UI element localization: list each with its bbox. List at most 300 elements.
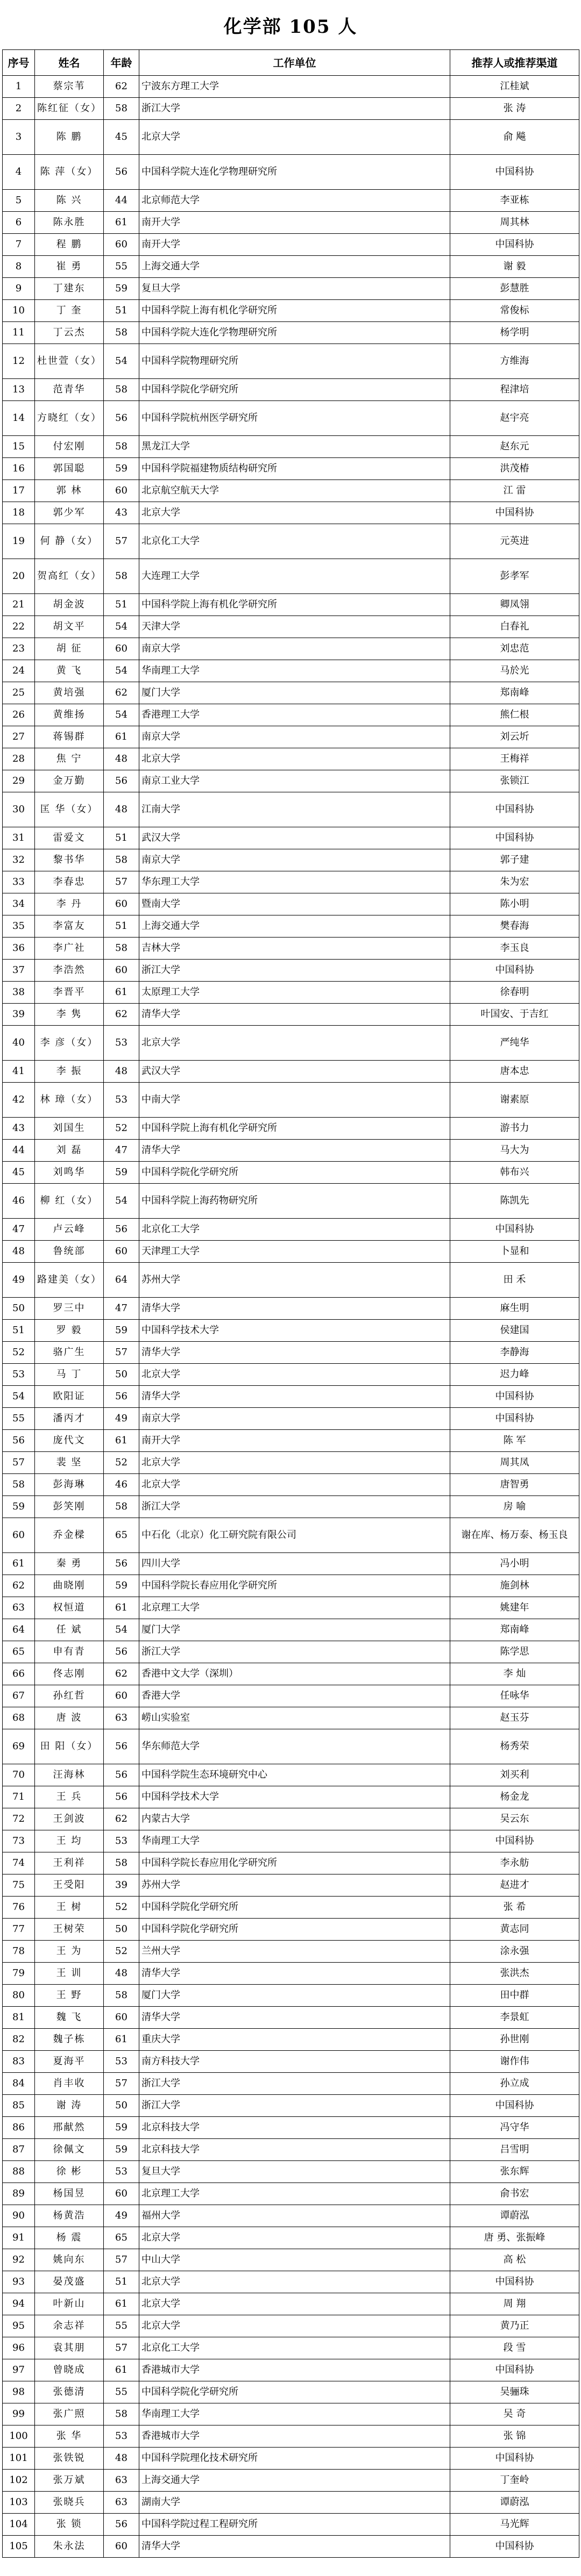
table-row <box>3 871 579 893</box>
table-row <box>3 1553 579 1575</box>
row-number: 78 <box>3 1941 35 1963</box>
recommender: 元英进 <box>450 524 579 559</box>
member-age: 64 <box>104 1263 139 1298</box>
row-number: 54 <box>3 1386 35 1408</box>
header-name: 姓名 <box>35 50 104 76</box>
member-age: 43 <box>104 502 139 524</box>
members-table <box>2 49 579 2558</box>
member-name: 李浩然 <box>35 960 104 982</box>
member-unit: 四川大学 <box>139 1553 450 1575</box>
member-age: 57 <box>104 871 139 893</box>
table-row <box>3 1184 579 1219</box>
row-number: 40 <box>3 1026 35 1061</box>
row-number: 90 <box>3 2205 35 2227</box>
member-age: 59 <box>104 2139 139 2161</box>
member-unit: 兰州大学 <box>139 1941 450 1963</box>
row-number: 70 <box>3 1764 35 1786</box>
table-row <box>3 1897 579 1919</box>
table-row <box>3 2095 579 2117</box>
member-age: 48 <box>104 792 139 827</box>
row-number: 75 <box>3 1874 35 1897</box>
table-row <box>3 2117 579 2139</box>
member-unit: 华南理工大学 <box>139 660 450 682</box>
row-number: 88 <box>3 2161 35 2183</box>
member-age: 52 <box>104 1941 139 1963</box>
member-name: 张 华 <box>35 2425 104 2448</box>
recommender: 房 喻 <box>450 1496 579 1518</box>
member-name: 谢 涛 <box>35 2095 104 2117</box>
member-name: 郭少军 <box>35 502 104 524</box>
member-age: 52 <box>104 1118 139 1140</box>
member-age: 61 <box>104 2359 139 2381</box>
member-unit: 华东师范大学 <box>139 1729 450 1764</box>
table-row <box>3 1004 579 1026</box>
member-age: 51 <box>104 594 139 616</box>
member-name: 罗三中 <box>35 1298 104 1320</box>
row-number: 10 <box>3 300 35 322</box>
row-number: 25 <box>3 682 35 704</box>
row-number: 35 <box>3 915 35 938</box>
row-number: 55 <box>3 1408 35 1430</box>
member-name: 孙红哲 <box>35 1685 104 1707</box>
row-number: 101 <box>3 2448 35 2470</box>
member-name: 杨黄浩 <box>35 2205 104 2227</box>
member-age: 50 <box>104 1364 139 1386</box>
table-row <box>3 1026 579 1061</box>
member-unit: 江南大学 <box>139 792 450 827</box>
member-name: 肖丰收 <box>35 2073 104 2095</box>
table-row <box>3 1140 579 1162</box>
table-row <box>3 322 579 344</box>
table-row <box>3 2359 579 2381</box>
member-name: 姚向东 <box>35 2249 104 2271</box>
row-number: 6 <box>3 212 35 234</box>
member-unit: 中国科学院理化技术研究所 <box>139 2448 450 2470</box>
member-unit: 太原理工大学 <box>139 982 450 1004</box>
member-name: 李 振 <box>35 1061 104 1083</box>
member-name: 魏子栋 <box>35 2029 104 2051</box>
row-number: 73 <box>3 1830 35 1852</box>
table-row <box>3 190 579 212</box>
member-name: 林 璋（女） <box>35 1083 104 1118</box>
member-unit: 华南理工大学 <box>139 2403 450 2425</box>
row-number: 68 <box>3 1707 35 1729</box>
member-name: 晏茂盛 <box>35 2271 104 2293</box>
recommender: 侯建国 <box>450 1320 579 1342</box>
table-row <box>3 660 579 682</box>
member-unit: 浙江大学 <box>139 2073 450 2095</box>
table-row <box>3 212 579 234</box>
member-age: 56 <box>104 1641 139 1663</box>
member-age: 49 <box>104 2205 139 2227</box>
member-name: 雷爱文 <box>35 827 104 849</box>
row-number: 3 <box>3 120 35 155</box>
member-age: 61 <box>104 212 139 234</box>
row-number: 64 <box>3 1619 35 1641</box>
table-row <box>3 1786 579 1808</box>
recommender: 中国科协 <box>450 502 579 524</box>
recommender: 唐智勇 <box>450 1474 579 1496</box>
recommender: 姚建年 <box>450 1597 579 1619</box>
member-age: 55 <box>104 256 139 278</box>
member-unit: 厦门大学 <box>139 1619 450 1641</box>
member-unit: 北京大学 <box>139 1026 450 1061</box>
member-name: 张万斌 <box>35 2470 104 2492</box>
table-row <box>3 2249 579 2271</box>
member-name: 胡文平 <box>35 616 104 638</box>
row-number: 100 <box>3 2425 35 2448</box>
row-number: 33 <box>3 871 35 893</box>
table-row <box>3 2227 579 2249</box>
member-name: 杨国昱 <box>35 2183 104 2205</box>
table-row <box>3 1729 579 1764</box>
table-row <box>3 2492 579 2514</box>
member-age: 60 <box>104 638 139 660</box>
row-number: 28 <box>3 748 35 770</box>
row-number: 77 <box>3 1919 35 1941</box>
member-name: 胡 征 <box>35 638 104 660</box>
recommender: 李永舫 <box>450 1852 579 1874</box>
recommender: 迟力峰 <box>450 1364 579 1386</box>
member-unit: 南京大学 <box>139 1408 450 1430</box>
row-number: 17 <box>3 480 35 502</box>
row-number: 26 <box>3 704 35 726</box>
row-number: 8 <box>3 256 35 278</box>
recommender: 陈小明 <box>450 893 579 915</box>
member-name: 付宏刚 <box>35 436 104 458</box>
member-name: 曾晓成 <box>35 2359 104 2381</box>
member-age: 48 <box>104 1963 139 1985</box>
member-name: 范青华 <box>35 379 104 401</box>
recommender: 周 翔 <box>450 2293 579 2315</box>
member-unit: 中国科学技术大学 <box>139 1320 450 1342</box>
member-unit: 香港城市大学 <box>139 2359 450 2381</box>
member-age: 60 <box>104 1685 139 1707</box>
row-number: 76 <box>3 1897 35 1919</box>
member-name: 王 训 <box>35 1963 104 1985</box>
row-number: 102 <box>3 2470 35 2492</box>
member-age: 54 <box>104 1184 139 1219</box>
table-row <box>3 638 579 660</box>
recommender: 唐本忠 <box>450 1061 579 1083</box>
member-name: 刘国生 <box>35 1118 104 1140</box>
table-row <box>3 120 579 155</box>
member-name: 潘丙才 <box>35 1408 104 1430</box>
member-unit: 浙江大学 <box>139 960 450 982</box>
member-name: 陈 兴 <box>35 190 104 212</box>
member-age: 48 <box>104 2448 139 2470</box>
row-number: 82 <box>3 2029 35 2051</box>
row-number: 12 <box>3 344 35 379</box>
member-name: 田 阳（女） <box>35 1729 104 1764</box>
recommender: 朱为宏 <box>450 871 579 893</box>
recommender: 中国科协 <box>450 827 579 849</box>
member-unit: 北京大学 <box>139 1364 450 1386</box>
recommender: 卿凤翎 <box>450 594 579 616</box>
member-unit: 香港大学 <box>139 1685 450 1707</box>
member-unit: 崂山实验室 <box>139 1707 450 1729</box>
table-row <box>3 1342 579 1364</box>
table-row <box>3 1575 579 1597</box>
member-age: 61 <box>104 2029 139 2051</box>
member-age: 60 <box>104 480 139 502</box>
recommender: 张东辉 <box>450 2161 579 2183</box>
member-unit: 重庆大学 <box>139 2029 450 2051</box>
member-unit: 北京大学 <box>139 1474 450 1496</box>
row-number: 16 <box>3 458 35 480</box>
row-number: 56 <box>3 1430 35 1452</box>
member-unit: 华南理工大学 <box>139 1830 450 1852</box>
table-row <box>3 2514 579 2536</box>
member-name: 李广社 <box>35 938 104 960</box>
member-name: 李春忠 <box>35 871 104 893</box>
member-unit: 浙江大学 <box>139 1496 450 1518</box>
row-number: 63 <box>3 1597 35 1619</box>
table-row <box>3 1386 579 1408</box>
recommender: 李玉良 <box>450 938 579 960</box>
member-unit: 厦门大学 <box>139 1985 450 2007</box>
table-row <box>3 2448 579 2470</box>
member-name: 佟志刚 <box>35 1663 104 1685</box>
table-row <box>3 2007 579 2029</box>
member-age: 58 <box>104 436 139 458</box>
member-name: 乔金樑 <box>35 1518 104 1553</box>
row-number: 15 <box>3 436 35 458</box>
row-number: 49 <box>3 1263 35 1298</box>
table-row <box>3 1452 579 1474</box>
member-unit: 南京大学 <box>139 849 450 871</box>
table-row <box>3 1619 579 1641</box>
table-row <box>3 2073 579 2095</box>
row-number: 91 <box>3 2227 35 2249</box>
member-age: 54 <box>104 660 139 682</box>
member-unit: 上海交通大学 <box>139 915 450 938</box>
member-age: 59 <box>104 1320 139 1342</box>
member-name: 杜世萱（女） <box>35 344 104 379</box>
table-row <box>3 1830 579 1852</box>
member-age: 58 <box>104 1985 139 2007</box>
recommender: 中国科协 <box>450 2359 579 2381</box>
recommender: 洪茂椿 <box>450 458 579 480</box>
table-row <box>3 76 579 98</box>
member-unit: 北京师范大学 <box>139 190 450 212</box>
recommender: 涂永强 <box>450 1941 579 1963</box>
member-unit: 厦门大学 <box>139 682 450 704</box>
member-name: 黄维扬 <box>35 704 104 726</box>
member-name: 陈 鹏 <box>35 120 104 155</box>
member-unit: 中石化（北京）化工研究院有限公司 <box>139 1518 450 1553</box>
row-number: 60 <box>3 1518 35 1553</box>
table-row <box>3 2271 579 2293</box>
member-name: 裴 坚 <box>35 1452 104 1474</box>
recommender: 任咏华 <box>450 1685 579 1707</box>
row-number: 81 <box>3 2007 35 2029</box>
row-number: 14 <box>3 401 35 436</box>
table-row <box>3 2470 579 2492</box>
member-unit: 中国科学院长春应用化学研究所 <box>139 1575 450 1597</box>
recommender: 麻生明 <box>450 1298 579 1320</box>
member-name: 李晋平 <box>35 982 104 1004</box>
member-age: 62 <box>104 76 139 98</box>
row-number: 85 <box>3 2095 35 2117</box>
row-number: 61 <box>3 1553 35 1575</box>
member-age: 56 <box>104 1729 139 1764</box>
member-age: 51 <box>104 915 139 938</box>
member-name: 朱永法 <box>35 2536 104 2558</box>
member-age: 54 <box>104 1619 139 1641</box>
recommender: 张锁江 <box>450 770 579 792</box>
row-number: 57 <box>3 1452 35 1474</box>
row-number: 11 <box>3 322 35 344</box>
member-unit: 北京大学 <box>139 2293 450 2315</box>
member-unit: 北京大学 <box>139 120 450 155</box>
table-row <box>3 480 579 502</box>
member-name: 王树荣 <box>35 1919 104 1941</box>
row-number: 72 <box>3 1808 35 1830</box>
member-age: 63 <box>104 2470 139 2492</box>
member-unit: 南开大学 <box>139 212 450 234</box>
row-number: 2 <box>3 98 35 120</box>
recommender: 赵进才 <box>450 1874 579 1897</box>
member-name: 王利祥 <box>35 1852 104 1874</box>
member-name: 王 均 <box>35 1830 104 1852</box>
member-unit: 香港中文大学（深圳） <box>139 1663 450 1685</box>
table-row <box>3 594 579 616</box>
table-row <box>3 2293 579 2315</box>
member-age: 56 <box>104 155 139 190</box>
member-unit: 清华大学 <box>139 1004 450 1026</box>
member-name: 方晓红（女） <box>35 401 104 436</box>
table-row <box>3 300 579 322</box>
member-unit: 复旦大学 <box>139 2161 450 2183</box>
row-number: 65 <box>3 1641 35 1663</box>
table-row <box>3 1808 579 1830</box>
member-unit: 中国科学院福建物质结构研究所 <box>139 458 450 480</box>
recommender: 中国科协 <box>450 1219 579 1241</box>
recommender: 黄志同 <box>450 1919 579 1941</box>
member-unit: 中国科学院杭州医学研究所 <box>139 401 450 436</box>
member-age: 59 <box>104 458 139 480</box>
recommender: 中国科协 <box>450 1386 579 1408</box>
member-age: 57 <box>104 524 139 559</box>
row-number: 1 <box>3 76 35 98</box>
row-number: 44 <box>3 1140 35 1162</box>
member-name: 曲晓刚 <box>35 1575 104 1597</box>
member-unit: 南开大学 <box>139 234 450 256</box>
member-unit: 宁波东方理工大学 <box>139 76 450 98</box>
member-name: 丁云杰 <box>35 322 104 344</box>
recommender: 田中群 <box>450 1985 579 2007</box>
member-unit: 中国科学院大连化学物理研究所 <box>139 155 450 190</box>
recommender: 周其凤 <box>450 1452 579 1474</box>
member-age: 58 <box>104 1496 139 1518</box>
recommender: 中国科协 <box>450 155 579 190</box>
table-row <box>3 849 579 871</box>
member-age: 58 <box>104 1852 139 1874</box>
recommender: 中国科协 <box>450 2536 579 2558</box>
member-name: 张铁锐 <box>35 2448 104 2470</box>
member-age: 53 <box>104 2425 139 2448</box>
member-name: 卢云峰 <box>35 1219 104 1241</box>
table-row <box>3 1430 579 1452</box>
recommender: 卜显和 <box>450 1241 579 1263</box>
member-age: 58 <box>104 98 139 120</box>
member-name: 张广照 <box>35 2403 104 2425</box>
member-name: 王 兵 <box>35 1786 104 1808</box>
recommender: 陈凯先 <box>450 1184 579 1219</box>
table-row <box>3 2029 579 2051</box>
member-name: 焦 宁 <box>35 748 104 770</box>
member-unit: 武汉大学 <box>139 827 450 849</box>
member-unit: 清华大学 <box>139 1298 450 1320</box>
member-name: 蔡宗苇 <box>35 76 104 98</box>
member-age: 44 <box>104 190 139 212</box>
row-number: 83 <box>3 2051 35 2073</box>
table-row <box>3 1985 579 2007</box>
member-unit: 浙江大学 <box>139 98 450 120</box>
table-row <box>3 1685 579 1707</box>
recommender: 刘云圻 <box>450 726 579 748</box>
member-unit: 暨南大学 <box>139 893 450 915</box>
member-age: 47 <box>104 1298 139 1320</box>
recommender: 陈 军 <box>450 1430 579 1452</box>
row-number: 20 <box>3 559 35 594</box>
member-unit: 中南大学 <box>139 1083 450 1118</box>
member-age: 54 <box>104 704 139 726</box>
member-unit: 福州大学 <box>139 2205 450 2227</box>
member-name: 鲁统部 <box>35 1241 104 1263</box>
member-unit: 天津理工大学 <box>139 1241 450 1263</box>
recommender: 熊仁根 <box>450 704 579 726</box>
row-number: 30 <box>3 792 35 827</box>
table-row <box>3 1241 579 1263</box>
row-number: 92 <box>3 2249 35 2271</box>
row-number: 41 <box>3 1061 35 1083</box>
table-row <box>3 559 579 594</box>
member-name: 王受阳 <box>35 1874 104 1897</box>
table-row <box>3 1764 579 1786</box>
table-row <box>3 256 579 278</box>
member-age: 58 <box>104 559 139 594</box>
table-row <box>3 1663 579 1685</box>
member-age: 62 <box>104 1663 139 1685</box>
member-age: 59 <box>104 2117 139 2139</box>
row-number: 27 <box>3 726 35 748</box>
row-number: 95 <box>3 2315 35 2337</box>
member-name: 黄培强 <box>35 682 104 704</box>
member-age: 57 <box>104 2073 139 2095</box>
member-age: 56 <box>104 770 139 792</box>
row-number: 42 <box>3 1083 35 1118</box>
member-name: 柳 红（女） <box>35 1184 104 1219</box>
member-age: 54 <box>104 344 139 379</box>
member-unit: 北京大学 <box>139 502 450 524</box>
member-age: 52 <box>104 1452 139 1474</box>
member-unit: 清华大学 <box>139 2007 450 2029</box>
row-number: 69 <box>3 1729 35 1764</box>
member-unit: 湖南大学 <box>139 2492 450 2514</box>
table-row <box>3 915 579 938</box>
member-age: 56 <box>104 1553 139 1575</box>
member-unit: 北京理工大学 <box>139 2183 450 2205</box>
member-name: 黄 飞 <box>35 660 104 682</box>
row-number: 74 <box>3 1852 35 1874</box>
member-unit: 北京大学 <box>139 2271 450 2293</box>
recommender: 孙世刚 <box>450 2029 579 2051</box>
member-name: 郭国聪 <box>35 458 104 480</box>
recommender: 马光辉 <box>450 2514 579 2536</box>
member-name: 金万勤 <box>35 770 104 792</box>
